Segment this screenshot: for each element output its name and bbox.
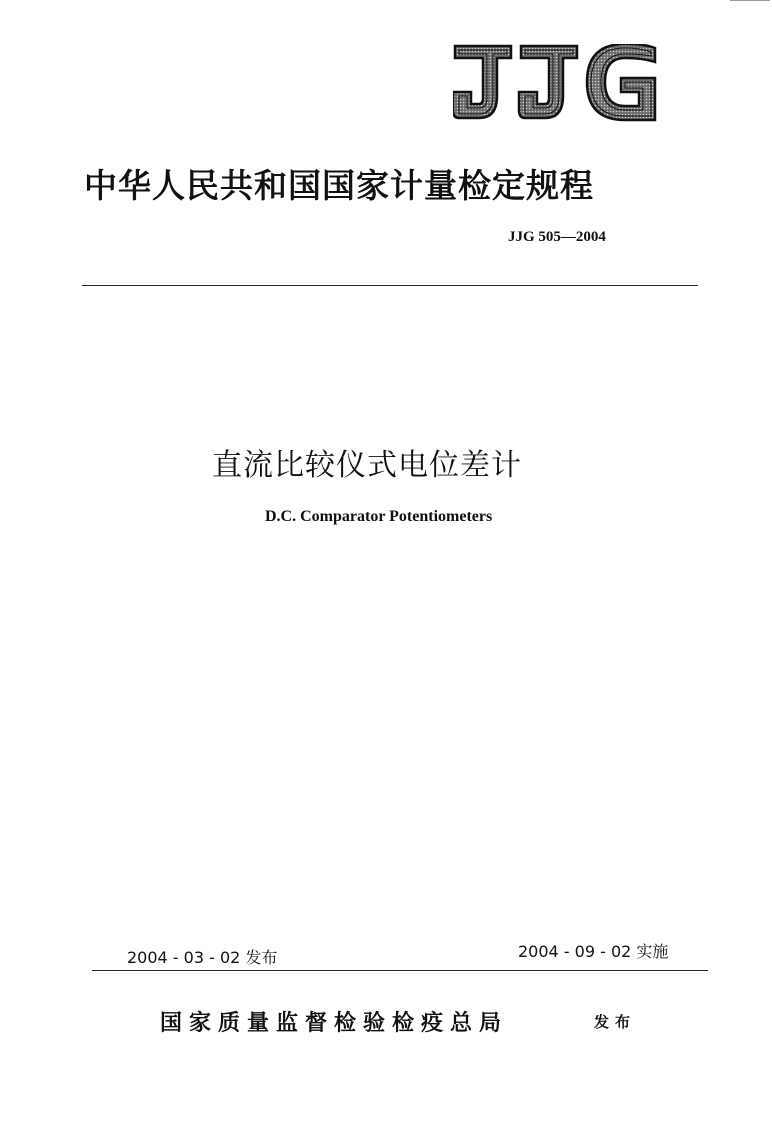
document-code: JJG 505—2004: [508, 229, 606, 245]
logo-letter-j2: [519, 46, 577, 118]
jjg-logo: [453, 44, 659, 122]
logo-letter-j1: [453, 46, 511, 118]
publishing-authority: 国家质量监督检验检疫总局: [160, 1010, 509, 1036]
document-title-chinese: 直流比较仪式电位差计: [212, 448, 522, 483]
footer-divider: [92, 970, 708, 971]
regulation-series-title: 中华人民共和国国家计量检定规程: [84, 166, 594, 205]
header-divider: [82, 285, 698, 286]
logo-letter-g: [587, 44, 655, 120]
publisher-action-label: 发布: [594, 1013, 637, 1031]
jjg-emblem-icon: [453, 44, 659, 122]
issue-date: 2004 - 03 - 02 发布: [127, 948, 278, 967]
effective-date: 2004 - 09 - 02 实施: [518, 942, 669, 961]
scan-corner-mark: [730, 0, 770, 11]
document-title-english: D.C. Comparator Potentiometers: [265, 508, 493, 525]
